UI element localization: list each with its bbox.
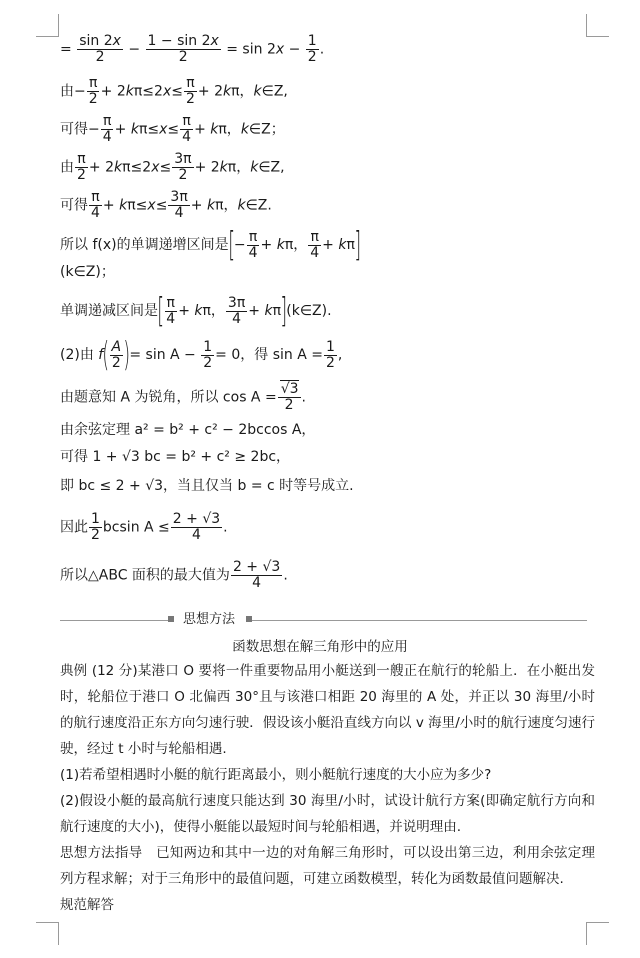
equation-line-2: 由− $\frac{\pi}{2}$ + 2kπ≤2x≤ $\frac{\pi}{2}$ + 2kπ，k∈Z, <box>60 75 288 107</box>
section-heading: 思想方法 <box>183 612 236 627</box>
standard-answer-heading: 规范解答 <box>60 897 114 913</box>
crop-mark-bottom-right <box>586 922 609 945</box>
question-1: (1)若希望相遇时小艇的航行距离最小，则小艇航行速度的大小应为多少? <box>60 767 492 783</box>
equation-line-3: 可得− $\frac{\pi}{4}$ + kπ≤x≤ $\frac{\pi}{4}$ + kπ，k∈Z； <box>60 113 285 145</box>
equation-line-7: (k∈Z)； <box>60 264 115 280</box>
equation-line-11: 由余弦定理 a² = b² + c² − 2bccos A， <box>60 422 316 438</box>
section-subtitle: 函数思想在解三角形中的应用 <box>232 639 408 655</box>
equation-line-8: 单调递减区间是[ $\frac{\pi}{4}$ + kπ， $\frac{3\pi}{4}$ + kπ](k∈Z). <box>60 291 332 331</box>
crop-mark-bottom-left <box>36 922 59 945</box>
equation-line-4: 由 $\frac{\pi}{2}$ + 2kπ≤2x≤ $\frac{3\pi}{2}$ + 2kπ，k∈Z, <box>60 151 285 183</box>
equation-line-12: 可得 1 + √3 bc = b² + c² ≥ 2bc， <box>60 449 291 465</box>
equation-line-13: 即 bc ≤ 2 + √3，当且仅当 b = c 时等号成立. <box>60 478 354 494</box>
method-guidance: 思想方法指导 已知两边和其中一边的对角解三角形时，可以设出第三边，利用余弦定理列方程求解；对于三角形中的最值问题，可建立函数模型，转化为函数最值问题解决. <box>60 845 595 887</box>
divider-left <box>60 620 168 621</box>
equation-line-10: 由题意知 A 为锐角，所以 cos A = $\frac{√3}{2}$ . <box>60 381 306 413</box>
equation-line-1: = $\frac{\sin 2x}{2}$ − $\frac{1 - \sin 2x}{2}$ = sin 2x − $\frac{1}{2}$ . <box>60 33 325 65</box>
example-problem: 典例 (12 分)某港口 O 要将一件重要物品用小艇送到一艘正在航行的轮船上．在小艇出发时，轮船位于港口 O 北偏西 30°且与该港口相距 20 海里的 A 处，并正以 30 海里/小时的航行速度沿正东方向匀速行驶．假设该小艇沿直线方向以 v 海里/小时的航行速度匀速行驶，经过 t 小时与轮船相遇. <box>60 663 595 757</box>
question-2: (2)假设小艇的最高航行速度只能达到 30 海里/小时，试设计航行方案(即确定航行方向和航行速度的大小)，使得小艇能以最短时间与轮船相遇，并说明理由. <box>60 793 595 835</box>
divider-square-right <box>246 616 252 622</box>
divider-square-left <box>168 616 174 622</box>
equation-line-9: (2)由 f( $\frac{A}{2}$ )= sin A − $\frac{1}{2}$ = 0，得 sin A = $\frac{1}{2}$ , <box>60 335 343 375</box>
divider-right <box>252 620 587 621</box>
equation-line-15: 所以△ABC 面积的最大值为 $\frac{2 + √3}{4}$ . <box>60 559 288 591</box>
crop-mark-top-left <box>36 14 59 37</box>
equation-line-5: 可得 $\frac{\pi}{4}$ + kπ≤x≤ $\frac{3\pi}{4}$ + kπ，k∈Z. <box>60 189 272 221</box>
equation-line-6: 所以 f(x)的单调递增区间是[− $\frac{\pi}{4}$ + kπ， $\frac{\pi}{4}$ + kπ] <box>60 225 361 265</box>
crop-mark-top-right <box>586 14 609 37</box>
equation-line-14: 因此 $\frac{1}{2}$ bcsin A ≤ $\frac{2 + √3}{4}$ . <box>60 511 228 543</box>
